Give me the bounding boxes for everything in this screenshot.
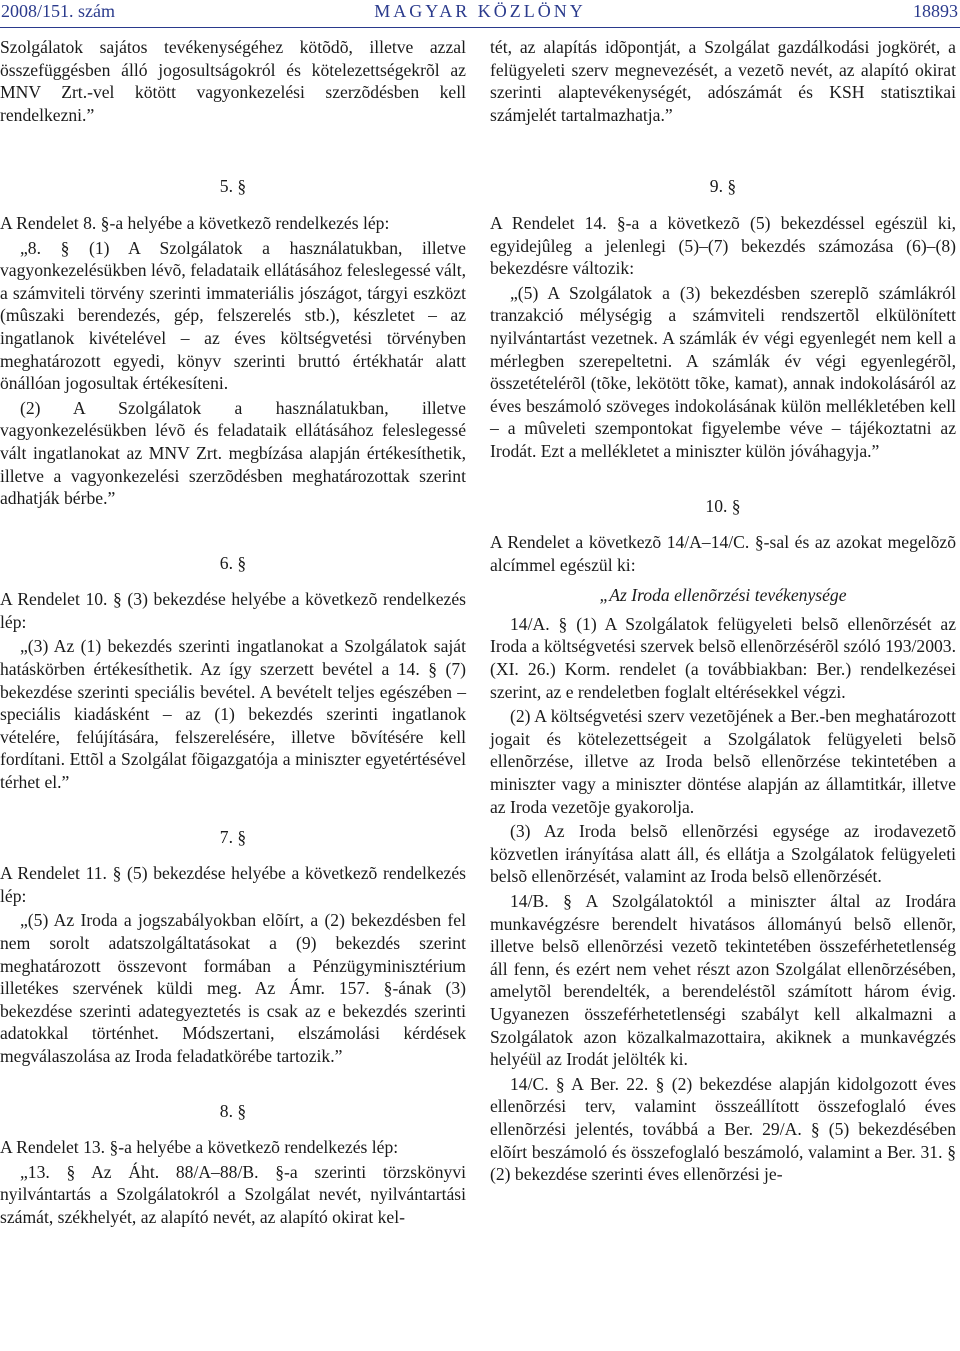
paragraph: „8. § (1) A Szolgálatok a használatukban, illetve vagyonkezelésükben lévõ, feladataik ellátásához feleslegessé vált, a számviteli törvény szerinti immateriális jószágot, tárgyi eszközt (mûszaki berendezés, gép, felszerelés stb.), készletet – az ingatlanok kivételével – az éves költségvetési törvényben meghatározott egyedi, könyv szerinti bruttó értékhatár alatt önállóan jogosultak értékesíteni. [0,237,466,394]
section-heading-10: 10. § [705,495,741,516]
paragraph: Szolgálatok sajátos tevékenységéhez kötõdõ, illetve azzal összefüggésben álló jogosultságokról és kötelezettségekrõl az MNV Zrt.-vel kötött vagyonkezelési szerzõdésben kell rendelkezni.” [0,37,466,125]
section-intro: A Rendelet 8. §-a helyébe a következõ rendelkezés lép: [0,212,390,233]
header-rule [0,27,960,28]
section-heading-6: 6. § [219,552,247,573]
section-heading-7: 7. § [219,826,247,847]
page-number: 18893 [913,1,958,21]
paragraph: (2) A költségvetési szerv vezetõjének a Ber.-ben meghatározott jogait és kötelezettségeit a Szolgálatok felügyeleti belsõ ellenõrzése, illetve az Iroda belsõ ellenõrzése tekintetében a miniszter vagy a miniszter döntése alapján az államtitkár, illetve az Iroda vezetõje gyakorolja. [490,706,956,817]
section-intro: A Rendelet a következõ 14/A–14/C. §-sal és az azokat megelõzõ alcímmel egészül ki: [490,532,956,575]
section-heading-9: 9. § [709,176,737,197]
paragraph: 14/C. § A Ber. 22. § (2) bekezdése alapján kidolgozott éves ellenõrzési terv, valamint összeállított összefoglaló éves ellenõrzési jelentés, továbbá a Ber. 29/A. § (5) bekezdésében elõírt beszámoló és összefoglaló beszámoló, valamint a Ber. 31. § (2) bekezdése szerinti éves ellenõrzési je- [490,1073,956,1185]
section-heading-5: 5. § [219,176,247,197]
left-column [0,36,466,1231]
section-intro: A Rendelet 10. § (3) bekezdése helyébe a következõ rendelkezés lép: [0,589,466,632]
paragraph: „(3) Az (1) bekezdés szerinti ingatlanokat a Szolgálatok saját hatáskörben értékesíthetik. Az így szerzett bevétel a 14. § (7) bekezdése szerinti speciális bevétel. A bevételt teljes egészében – speciális kiadásként – az (1) bekezdés szerinti ingatlanok vételére, felújítására, felszerelésére, illetve bõvítésére kell fordítani. Ettõl a Szolgálat fõigazgatója a miniszter egyetértésével térhet el.” [0,636,466,793]
paragraph: „13. § Az Áht. 88/A–88/B. §-a szerinti törzskönyvi nyilvántartás a Szolgálatokról a Szolgálat nevét, nyilvántartási számát, székhelyét, az alapító nevét, az alapító okirat kel- [0,1161,466,1227]
paragraph: 14/B. § A Szolgálatoktól a miniszter által az Irodára munkavégzésre berendelt hivatásos állományú belsõ ellenõr, illetve belsõ ellenõrzési vezetõ tekintetében összeférhetetlenség áll fenn, és ezért nem vehet részt azon Szolgálat ellenõrzésében, amelytõl berendelték, a berendeléstõl számított három évig. Ugyanezen összeférhetetlenségi szabályt kell alkalmazni a Szolgálatok azon közalkalmazottaira, akiknek a munkavégzés helyéül az Irodát jelölték ki. [490,891,956,1070]
paragraph: (3) Az Iroda belsõ ellenõrzési egysége az irodavezetõ közvetlen irányítása alatt áll, és ellátja a Szolgálatok felügyeleti belsõ ellenõrzését, valamint az Iroda belsõ ellenõrzését. [490,821,956,887]
right-column [490,36,956,1188]
page-header [0,0,960,26]
paragraph: (2) A Szolgálatok a használatukban, illetve vagyonkezelésükben lévõ és feladataik ellátásához feleslegessé vált ingatlanokat az MNV Zrt. megbízása alapján értékesíthetik, illetve a vagyonkezelési szerzõdésben meghatározottak szerint adhatják bérbe.” [0,397,466,509]
section-heading-8: 8. § [219,1100,247,1121]
journal-title: MAGYAR KÖZLÖNY [374,1,586,21]
subtitle: „Az Iroda ellenõrzési tevékenysége [599,585,847,606]
section-intro: A Rendelet 11. § (5) bekezdése helyébe a következõ rendelkezés lép: [0,863,466,906]
paragraph: 14/A. § (1) A Szolgálatok felügyeleti belsõ ellenõrzését az Iroda a költségvetési szervek belsõ ellenõrzésérõl szóló 193/2003. (XI. 26.) Korm. rendelet (a továbbiakban: Ber.) rendelkezései szerint, az e rendeletben foglalt eltérésekkel végzi. [490,613,956,702]
section-intro: A Rendelet 13. §-a helyébe a következõ rendelkezés lép: [0,1137,399,1158]
paragraph: tét, az alapítás idõpontját, a Szolgálat gazdálkodási jogkörét, a felügyeleti szerv megnevezését, a vezetõ nevét, az alapító okirat szerinti alaptevékenységét, adószámát és KSH statisztikai számjelét tartalmazhatja.” [490,37,956,125]
paragraph: „(5) Az Iroda a jogszabályokban elõírt, a (2) bekezdésben fel nem sorolt adatszolgáltatásokat a (9) bekezdés szerint meghatározott összevont formában a Pénzügyminisztérium illetékes szervének küldi meg. Az Ámr. 157. §-ának (3) bekezdése szerinti adategyeztetés is csak az e bekezdés szerinti adatokkal történhet. Módszertani, elszámolási kérdések megválaszolása az Iroda feladatkörébe tartozik.” [0,910,466,1066]
paragraph: „(5) A Szolgálatok a (3) bekezdésben szereplõ számlákról tranzakció mélységig a számviteli rendszertõl elkülönített nyilvántartást vezetnek. A számlák év végi egyenlegét nem kell a mérlegben szerepeltetni. A számlák év végi egyenlegérõl, összetételérõl (tõke, lekötött tõke, kamat), annak indokolásáról az éves beszámoló szöveges indokolásának külön mellékletében kell – a mûveleti szempontokat figyelembe véve – tájékoztatni az Irodát. Ezt a mellékletet a miniszter külön jóváhagyja.” [490,282,956,461]
section-intro: A Rendelet 14. §-a a következõ (5) bekezdéssel egészül ki, egyidejûleg a jelenlegi (5)–(7) bekezdés számozása (6)–(8) bekezdésre változik: [490,212,956,279]
issue-number: 2008/151. szám [1,1,115,21]
